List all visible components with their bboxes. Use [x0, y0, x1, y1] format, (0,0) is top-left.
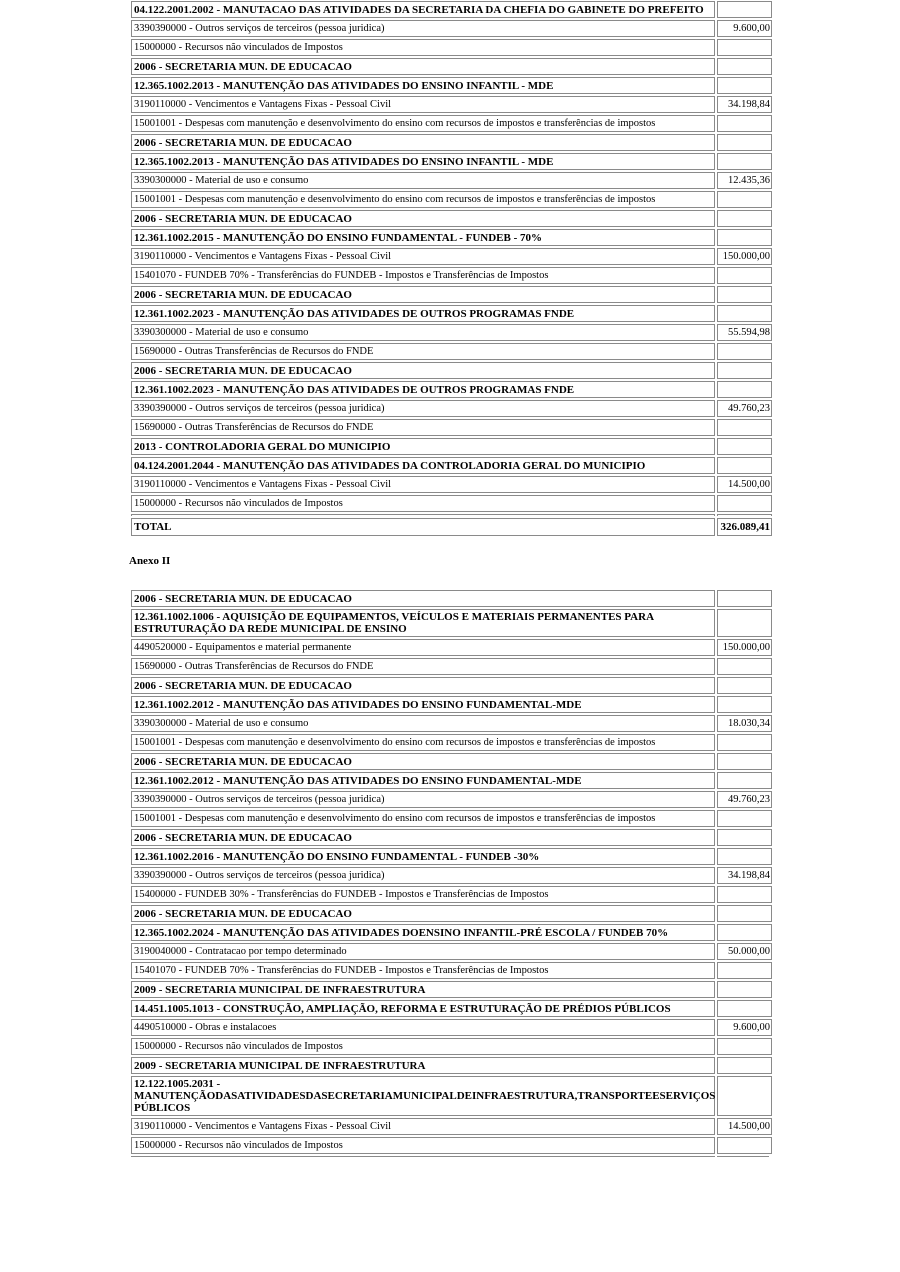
row-description: 12.365.1002.2013 - MANUTENÇÃO DAS ATIVIDADES DO ENSINO INFANTIL - MDE: [131, 77, 715, 94]
table-row: [131, 734, 772, 751]
row-description: 2009 - SECRETARIA MUNICIPAL DE INFRAESTRUTURA: [131, 1057, 715, 1074]
row-description: 15000000 - Recursos não vinculados de Impostos: [131, 39, 715, 56]
row-value: 150.000,00: [717, 639, 772, 656]
table-row: [131, 1019, 772, 1036]
row-value: [717, 677, 772, 694]
table-row: [131, 639, 772, 656]
row-description: 3390390000 - Outros serviços de terceiros (pessoa juridica): [131, 791, 715, 808]
row-description: 04.122.2001.2002 - MANUTACAO DAS ATIVIDADES DA SECRETARIA DA CHEFIA DO GABINETE DO PREFEITO: [131, 1, 715, 18]
row-value: [717, 905, 772, 922]
row-description: 3190110000 - Vencimentos e Vantagens Fixas - Pessoal Civil: [131, 96, 715, 113]
row-value: [717, 77, 772, 94]
row-value: [717, 457, 772, 474]
row-value: [717, 229, 772, 246]
row-description: 2009 - SECRETARIA MUNICIPAL DE INFRAESTRUTURA: [131, 981, 715, 998]
row-description: 15401070 - FUNDEB 70% - Transferências do FUNDEB - Impostos e Transferências de Impostos: [131, 962, 715, 979]
row-description: 2006 - SECRETARIA MUN. DE EDUCACAO: [131, 829, 715, 846]
row-value: [717, 1076, 772, 1116]
table-row: [131, 115, 772, 132]
table-row: [131, 191, 772, 208]
heading-row: [131, 1076, 772, 1116]
row-description: 12.361.1002.2015 - MANUTENÇÃO DO ENSINO FUNDAMENTAL - FUNDEB - 70%: [131, 229, 715, 246]
heading-row: [131, 696, 772, 713]
row-value: [717, 848, 772, 865]
row-value: [717, 495, 772, 512]
row-value: [717, 1, 772, 18]
table-row: [131, 715, 772, 732]
row-value: 14.500,00: [717, 1118, 772, 1135]
row-description: 12.365.1002.2024 - MANUTENÇÃO DAS ATIVIDADES DOENSINO INFANTIL-PRÉ ESCOLA / FUNDEB 70%: [131, 924, 715, 941]
row-value: [717, 1000, 772, 1017]
row-description: 2006 - SECRETARIA MUN. DE EDUCACAO: [131, 753, 715, 770]
row-description: 2006 - SECRETARIA MUN. DE EDUCACAO: [131, 286, 715, 303]
row-value: [717, 191, 772, 208]
table-row: [131, 343, 772, 360]
row-description: 15690000 - Outras Transferências de Recursos do FNDE: [131, 343, 715, 360]
row-description: 04.124.2001.2044 - MANUTENÇÃO DAS ATIVIDADES DA CONTROLADORIA GERAL DO MUNICIPIO: [131, 457, 715, 474]
heading-row: [131, 210, 772, 227]
table-row: [131, 267, 772, 284]
table-row: [131, 1038, 772, 1055]
row-value: [717, 343, 772, 360]
table-row: [131, 172, 772, 189]
row-value: [717, 115, 772, 132]
row-value: [717, 39, 772, 56]
row-value: 34.198,84: [717, 96, 772, 113]
heading-row: [131, 590, 772, 607]
row-description: 15690000 - Outras Transferências de Recursos do FNDE: [131, 419, 715, 436]
row-value: 14.500,00: [717, 476, 772, 493]
heading-row: [131, 77, 772, 94]
row-value: [717, 153, 772, 170]
heading-row: [131, 981, 772, 998]
heading-row: [131, 1057, 772, 1074]
heading-row: [131, 134, 772, 151]
heading-row: [131, 924, 772, 941]
table-row: [131, 495, 772, 512]
row-value: 49.760,23: [717, 400, 772, 417]
table-row: [131, 1118, 772, 1135]
row-description: 3190110000 - Vencimentos e Vantagens Fixas - Pessoal Civil: [131, 476, 715, 493]
heading-row: [131, 609, 772, 637]
table-row: [131, 810, 772, 827]
heading-row: [131, 381, 772, 398]
row-value: [717, 58, 772, 75]
row-value: [717, 590, 772, 607]
row-value: 34.198,84: [717, 867, 772, 884]
row-description: 12.361.1002.2023 - MANUTENÇÃO DAS ATIVIDADES DE OUTROS PROGRAMAS FNDE: [131, 381, 715, 398]
row-value: [717, 210, 772, 227]
total-value: 326.089,41: [717, 518, 772, 536]
table-row: [131, 1137, 772, 1154]
heading-row: [131, 1000, 772, 1017]
row-value: [717, 419, 772, 436]
row-description: 2006 - SECRETARIA MUN. DE EDUCACAO: [131, 590, 715, 607]
row-description: 15001001 - Despesas com manutenção e desenvolvimento do ensino com recursos de impostos e transferências de impostos: [131, 734, 715, 751]
row-description: 3190040000 - Contratacao por tempo determinado: [131, 943, 715, 960]
heading-row: [131, 1, 772, 18]
row-description: 3190110000 - Vencimentos e Vantagens Fixas - Pessoal Civil: [131, 248, 715, 265]
row-value: 9.600,00: [717, 20, 772, 37]
row-value: [717, 734, 772, 751]
table-row: [131, 419, 772, 436]
row-value: 50.000,00: [717, 943, 772, 960]
heading-row: [131, 286, 772, 303]
heading-row: [131, 438, 772, 455]
row-value: 49.760,23: [717, 791, 772, 808]
row-value: [717, 438, 772, 455]
row-description: 3390390000 - Outros serviços de terceiros (pessoa juridica): [131, 400, 715, 417]
row-description: 15690000 - Outras Transferências de Recursos do FNDE: [131, 658, 715, 675]
row-value: [717, 362, 772, 379]
row-value: [717, 829, 772, 846]
row-value: [717, 286, 772, 303]
heading-row: [131, 905, 772, 922]
row-value: [717, 381, 772, 398]
table-row: [131, 867, 772, 884]
heading-row: [131, 772, 772, 789]
row-description: 2006 - SECRETARIA MUN. DE EDUCACAO: [131, 210, 715, 227]
row-value: 18.030,34: [717, 715, 772, 732]
row-description: 3390390000 - Outros serviços de terceiros (pessoa juridica): [131, 20, 715, 37]
row-value: [717, 267, 772, 284]
row-description: 15001001 - Despesas com manutenção e desenvolvimento do ensino com recursos de impostos e transferências de impostos: [131, 810, 715, 827]
heading-row: [131, 457, 772, 474]
annex-title: Anexo II: [129, 555, 171, 567]
row-value: [717, 810, 772, 827]
row-description: 12.361.1002.2016 - MANUTENÇÃO DO ENSINO FUNDAMENTAL - FUNDEB -30%: [131, 848, 715, 865]
row-description: 14.451.1005.1013 - CONSTRUÇÃO, AMPLIAÇÃO, REFORMA E ESTRUTURAÇÃO DE PRÉDIOS PÚBLICOS: [131, 1000, 715, 1017]
row-description: 3390300000 - Material de uso e consumo: [131, 715, 715, 732]
row-description: 15000000 - Recursos não vinculados de Impostos: [131, 1137, 715, 1154]
row-description: 2013 - CONTROLADORIA GERAL DO MUNICIPIO: [131, 438, 715, 455]
row-value: [717, 924, 772, 941]
total-row: [131, 518, 772, 536]
row-description: 2006 - SECRETARIA MUN. DE EDUCACAO: [131, 58, 715, 75]
row-value: [717, 1038, 772, 1055]
row-description: 3190110000 - Vencimentos e Vantagens Fixas - Pessoal Civil: [131, 1118, 715, 1135]
row-value: 9.600,00: [717, 1019, 772, 1036]
heading-row: [131, 229, 772, 246]
row-value: [717, 1057, 772, 1074]
budget-table-annex-1: [129, 0, 774, 538]
row-description: 3390300000 - Material de uso e consumo: [131, 172, 715, 189]
row-value: 150.000,00: [717, 248, 772, 265]
row-value: [717, 772, 772, 789]
row-description: 12.361.1002.2012 - MANUTENÇÃO DAS ATIVIDADES DO ENSINO FUNDAMENTAL-MDE: [131, 772, 715, 789]
table-row: [131, 96, 772, 113]
table-row: [131, 39, 772, 56]
row-description: 15401070 - FUNDEB 70% - Transferências do FUNDEB - Impostos e Transferências de Impostos: [131, 267, 715, 284]
row-value: [717, 134, 772, 151]
row-value: [717, 753, 772, 770]
row-description: 2006 - SECRETARIA MUN. DE EDUCACAO: [131, 905, 715, 922]
table-row: [131, 248, 772, 265]
total-label: TOTAL: [131, 518, 715, 536]
row-value: [717, 696, 772, 713]
row-value: [717, 962, 772, 979]
table-row: [131, 886, 772, 903]
heading-row: [131, 305, 772, 322]
table-row: [131, 658, 772, 675]
row-value: 55.594,98: [717, 324, 772, 341]
heading-row: [131, 829, 772, 846]
row-description: 2006 - SECRETARIA MUN. DE EDUCACAO: [131, 677, 715, 694]
row-description: 15001001 - Despesas com manutenção e desenvolvimento do ensino com recursos de impostos e transferências de impostos: [131, 191, 715, 208]
row-value: [717, 981, 772, 998]
row-value: [717, 609, 772, 637]
row-description: 12.122.1005.2031 - MANUTENÇÃODASATIVIDADESDASECRETARIAMUNICIPALDEINFRAESTRUTURA,TRANSPORTEESERVIÇOS PÚBLICOS: [131, 1076, 715, 1116]
row-description: 3390300000 - Material de uso e consumo: [131, 324, 715, 341]
row-description: 4490510000 - Obras e instalacoes: [131, 1019, 715, 1036]
table-row: [131, 400, 772, 417]
row-description: 12.361.1002.1006 - AQUISIÇÃO DE EQUIPAMENTOS, VEÍCULOS E MATERIAIS PERMANENTES PARA ESTRUTURAÇÃO DA REDE MUNICIPAL DE ENSINO: [131, 609, 715, 637]
row-description: 4490520000 - Equipamentos e material permanente: [131, 639, 715, 656]
row-value: [717, 886, 772, 903]
heading-row: [131, 848, 772, 865]
table-row: [131, 943, 772, 960]
row-description: 15001001 - Despesas com manutenção e desenvolvimento do ensino com recursos de impostos e transferências de impostos: [131, 115, 715, 132]
row-description: 2006 - SECRETARIA MUN. DE EDUCACAO: [131, 362, 715, 379]
heading-row: [131, 677, 772, 694]
budget-table-annex-2: [129, 588, 774, 1156]
row-description: 15000000 - Recursos não vinculados de Impostos: [131, 1038, 715, 1055]
table-row: [131, 476, 772, 493]
row-description: 2006 - SECRETARIA MUN. DE EDUCACAO: [131, 134, 715, 151]
heading-row: [131, 58, 772, 75]
table-row: [131, 20, 772, 37]
table-bottom-border: [131, 1156, 715, 1157]
row-description: 12.361.1002.2023 - MANUTENÇÃO DAS ATIVIDADES DE OUTROS PROGRAMAS FNDE: [131, 305, 715, 322]
heading-row: [131, 153, 772, 170]
table-row: [131, 791, 772, 808]
row-value: [717, 305, 772, 322]
heading-row: [131, 362, 772, 379]
table-row: [131, 324, 772, 341]
row-description: 12.365.1002.2013 - MANUTENÇÃO DAS ATIVIDADES DO ENSINO INFANTIL - MDE: [131, 153, 715, 170]
table-row: [131, 962, 772, 979]
row-value: 12.435,36: [717, 172, 772, 189]
table-bottom-border-value: [717, 1156, 769, 1157]
row-description: 15000000 - Recursos não vinculados de Impostos: [131, 495, 715, 512]
row-value: [717, 1137, 772, 1154]
heading-row: [131, 753, 772, 770]
row-value: [717, 658, 772, 675]
row-description: 12.361.1002.2012 - MANUTENÇÃO DAS ATIVIDADES DO ENSINO FUNDAMENTAL-MDE: [131, 696, 715, 713]
row-description: 3390390000 - Outros serviços de terceiros (pessoa juridica): [131, 867, 715, 884]
row-description: 15400000 - FUNDEB 30% - Transferências do FUNDEB - Impostos e Transferências de Impostos: [131, 886, 715, 903]
